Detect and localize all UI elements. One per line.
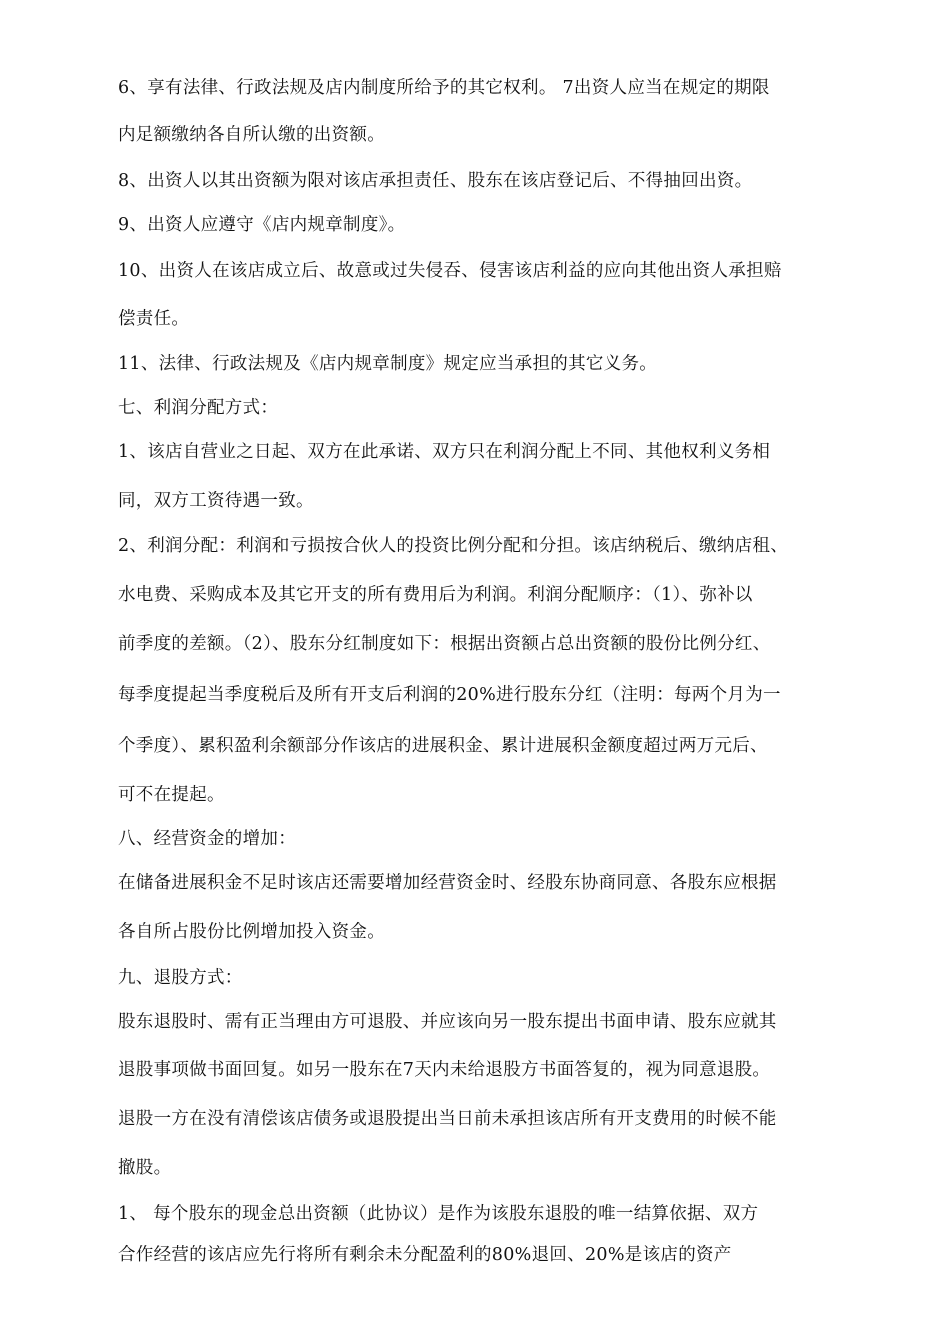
text-line: 偿责任。: [118, 309, 190, 329]
text-line: 9、出资人应遵守《店内规章制度》。: [118, 215, 406, 235]
text-line: 可不在提起。: [118, 785, 225, 805]
text-line: 2、利润分配：利润和亏损按合伙人的投资比例分配和分担。该店纳税后、缴纳店租、: [118, 536, 789, 556]
section-heading: 九、退股方式：: [118, 968, 243, 988]
text-line: 同，双方工资待遇一致。: [118, 491, 314, 511]
text-line: 1、该店自营业之日起、双方在此承诺、双方只在利润分配上不同、其他权利义务相: [118, 442, 771, 462]
text-line: 股东退股时、需有正当理由方可退股、并应该向另一股东提出书面申请、股东应就其: [118, 1012, 777, 1032]
section-heading: 七、利润分配方式：: [118, 398, 279, 418]
text-line: 撤股。: [118, 1158, 172, 1178]
text-line: 11、法律、行政法规及《店内规章制度》规定应当承担的其它义务。: [118, 354, 658, 374]
text-line: 前季度的差额。（2）、股东分红制度如下：根据出资额占总出资额的股份比例分红、: [118, 634, 771, 654]
text-line: 退股事项做书面回复。如另一股东在7天内未给退股方书面答复的，视为同意退股。: [118, 1060, 771, 1080]
text-line: 个季度）、累积盈利余额部分作该店的进展积金、累计进展积金额度超过两万元后、: [118, 736, 768, 756]
text-line: 退股一方在没有清偿该店债务或退股提出当日前未承担该店所有开支费用的时候不能: [118, 1109, 777, 1129]
text-line: 6、享有法律、行政法规及店内制度所给予的其它权利。 7出资人应当在规定的期限: [118, 78, 770, 98]
text-line: 在储备进展积金不足时该店还需要增加经营资金时、经股东协商同意、各股东应根据: [118, 873, 777, 893]
text-line: 每季度提起当季度税后及所有开支后利润的20%进行股东分红（注明：每两个月为一: [118, 685, 781, 705]
text-line: 水电费、采购成本及其它开支的所有费用后为利润。利润分配顺序：（1）、弥补以: [118, 585, 753, 605]
text-line: 合作经营的该店应先行将所有剩余未分配盈利的80%退回、20%是该店的资产: [118, 1245, 732, 1265]
text-line: 1、 每个股东的现金总出资额（此协议）是作为该股东退股的唯一结算依据、双方: [118, 1204, 759, 1224]
text-line: 8、出资人以其出资额为限对该店承担责任、股东在该店登记后、不得抽回出资。: [118, 171, 753, 191]
text-line: 各自所占股份比例增加投入资金。: [118, 922, 385, 942]
text-line: 10、出资人在该店成立后、故意或过失侵吞、侵害该店利益的应向其他出资人承担赔: [118, 261, 782, 281]
section-heading: 八、经营资金的增加：: [118, 829, 296, 849]
text-line: 内足额缴纳各自所认缴的出资额。: [118, 125, 385, 145]
